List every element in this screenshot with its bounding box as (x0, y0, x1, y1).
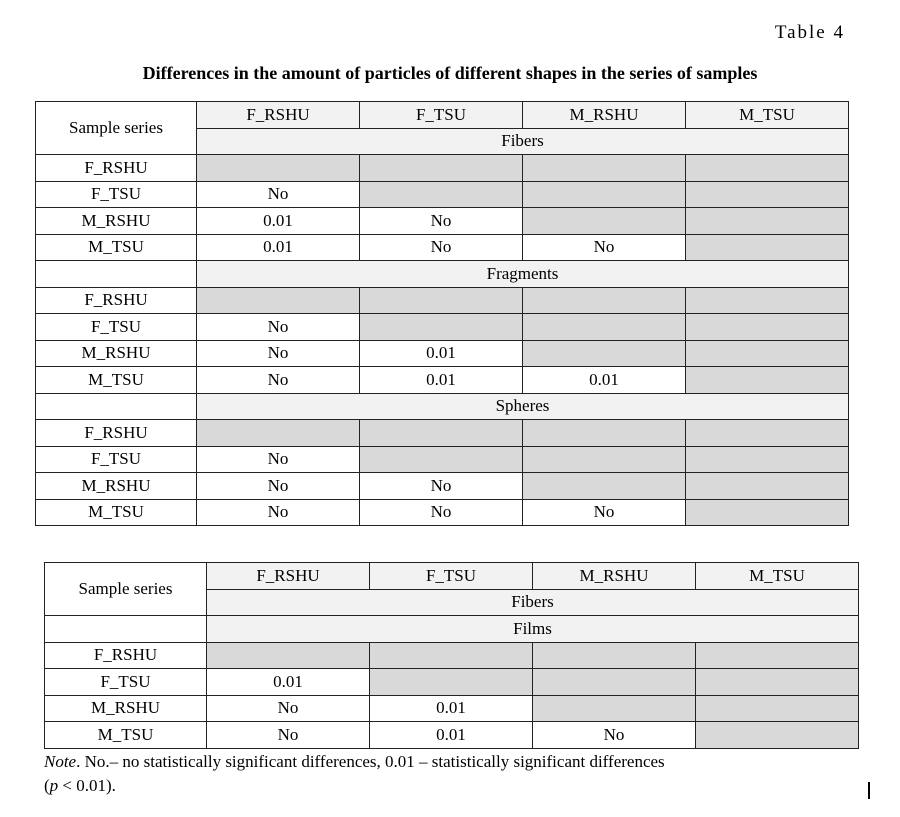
shaded-cell (696, 642, 859, 669)
shaded-cell (696, 669, 859, 696)
table-row (36, 473, 849, 500)
row-label: M_TSU (36, 234, 197, 261)
table-row (36, 155, 849, 182)
shaded-cell (686, 234, 849, 261)
column-header: F_TSU (370, 563, 533, 590)
shaded-cell (207, 642, 370, 669)
value-cell: No (197, 367, 360, 394)
table-note (44, 750, 858, 798)
header-row (36, 102, 849, 129)
value-cell: No (197, 181, 360, 208)
note-text-2-post: < 0.01). (58, 776, 116, 795)
shaded-cell (360, 181, 523, 208)
section-row (45, 616, 859, 643)
shaded-cell (523, 287, 686, 314)
note-text-2-pre: ( (44, 776, 50, 795)
value-cell: No (197, 473, 360, 500)
comparison-table-2 (44, 562, 859, 749)
shaded-cell (686, 367, 849, 394)
value-cell: No (360, 499, 523, 526)
shaded-cell (696, 722, 859, 749)
table-row (36, 287, 849, 314)
value-cell: No (533, 722, 696, 749)
row-label: M_TSU (36, 367, 197, 394)
shaded-cell (686, 446, 849, 473)
shaded-cell (523, 314, 686, 341)
value-cell: No (523, 499, 686, 526)
shaded-cell (370, 642, 533, 669)
value-cell: No (197, 340, 360, 367)
shaded-cell (523, 473, 686, 500)
shaded-cell (533, 695, 696, 722)
shaded-cell (686, 499, 849, 526)
value-cell: No (360, 208, 523, 235)
section-row (36, 393, 849, 420)
shaded-cell (370, 669, 533, 696)
shaded-cell (197, 420, 360, 447)
table-row (45, 722, 859, 749)
table-row (45, 642, 859, 669)
section-header: Films (207, 616, 859, 643)
table-number: Table 4 (774, 22, 845, 43)
shaded-cell (360, 420, 523, 447)
column-header: M_TSU (686, 102, 849, 129)
value-cell: 0.01 (360, 340, 523, 367)
section-header: Fibers (207, 589, 859, 616)
section-header: Fragments (197, 261, 849, 288)
value-cell: 0.01 (207, 669, 370, 696)
value-cell: 0.01 (197, 208, 360, 235)
shaded-cell (360, 314, 523, 341)
shaded-cell (686, 420, 849, 447)
shaded-cell (523, 420, 686, 447)
table-title: Differences in the amount of particles of different shapes in the series of samples (142, 63, 758, 83)
value-cell: No (523, 234, 686, 261)
column-header: F_TSU (360, 102, 523, 129)
table-row (36, 340, 849, 367)
value-cell: 0.01 (197, 234, 360, 261)
shaded-cell (686, 181, 849, 208)
value-cell: No (207, 695, 370, 722)
value-cell: 0.01 (370, 722, 533, 749)
shaded-cell (686, 208, 849, 235)
table-row (36, 367, 849, 394)
row-label: F_RSHU (36, 155, 197, 182)
table-row (45, 669, 859, 696)
value-cell: No (197, 314, 360, 341)
row-label: F_TSU (45, 669, 207, 696)
row-label: F_TSU (36, 181, 197, 208)
value-cell: No (197, 446, 360, 473)
shaded-cell (686, 473, 849, 500)
comparison-table-1 (35, 101, 849, 526)
shaded-cell (686, 287, 849, 314)
value-cell: 0.01 (523, 367, 686, 394)
table-row (36, 420, 849, 447)
shaded-cell (197, 287, 360, 314)
shaded-cell (533, 642, 696, 669)
section-row (36, 261, 849, 288)
section-spacer-cell (36, 393, 197, 420)
note-lead: Note (44, 752, 77, 771)
section-spacer-cell (45, 616, 207, 643)
row-label: M_RSHU (36, 208, 197, 235)
section-spacer-cell (36, 261, 197, 288)
row-label: M_RSHU (45, 695, 207, 722)
header-row (45, 563, 859, 590)
corner-header: Sample series (36, 102, 197, 155)
corner-header: Sample series (45, 563, 207, 616)
value-cell: No (360, 234, 523, 261)
shaded-cell (686, 340, 849, 367)
shaded-cell (360, 155, 523, 182)
shaded-cell (533, 669, 696, 696)
value-cell: 0.01 (360, 367, 523, 394)
table-row (36, 234, 849, 261)
value-cell: No (197, 499, 360, 526)
row-label: F_RSHU (36, 420, 197, 447)
row-label: M_RSHU (36, 340, 197, 367)
section-header: Spheres (197, 393, 849, 420)
value-cell: 0.01 (370, 695, 533, 722)
shaded-cell (696, 695, 859, 722)
shaded-cell (360, 287, 523, 314)
note-text: . No.– no statistically significant differences, 0.01 – statistically significant differences (76, 752, 665, 771)
shaded-cell (360, 446, 523, 473)
table-row (36, 314, 849, 341)
table-row (36, 446, 849, 473)
shaded-cell (523, 181, 686, 208)
text-cursor (868, 782, 870, 799)
shaded-cell (686, 314, 849, 341)
shaded-cell (523, 155, 686, 182)
column-header: M_TSU (696, 563, 859, 590)
value-cell: No (360, 473, 523, 500)
row-label: F_TSU (36, 446, 197, 473)
row-label: M_TSU (45, 722, 207, 749)
table-row (36, 499, 849, 526)
row-label: M_TSU (36, 499, 197, 526)
column-header: M_RSHU (523, 102, 686, 129)
row-label: M_RSHU (36, 473, 197, 500)
shaded-cell (197, 155, 360, 182)
shaded-cell (523, 208, 686, 235)
table-row (45, 695, 859, 722)
shaded-cell (686, 155, 849, 182)
value-cell: No (207, 722, 370, 749)
note-p-symbol: p (49, 776, 59, 795)
column-header: M_RSHU (533, 563, 696, 590)
table-row (36, 208, 849, 235)
shaded-cell (523, 446, 686, 473)
row-label: F_RSHU (45, 642, 207, 669)
column-header: F_RSHU (197, 102, 360, 129)
row-label: F_RSHU (36, 287, 197, 314)
column-header: F_RSHU (207, 563, 370, 590)
section-header: Fibers (197, 128, 849, 155)
shaded-cell (523, 340, 686, 367)
table-row (36, 181, 849, 208)
row-label: F_TSU (36, 314, 197, 341)
